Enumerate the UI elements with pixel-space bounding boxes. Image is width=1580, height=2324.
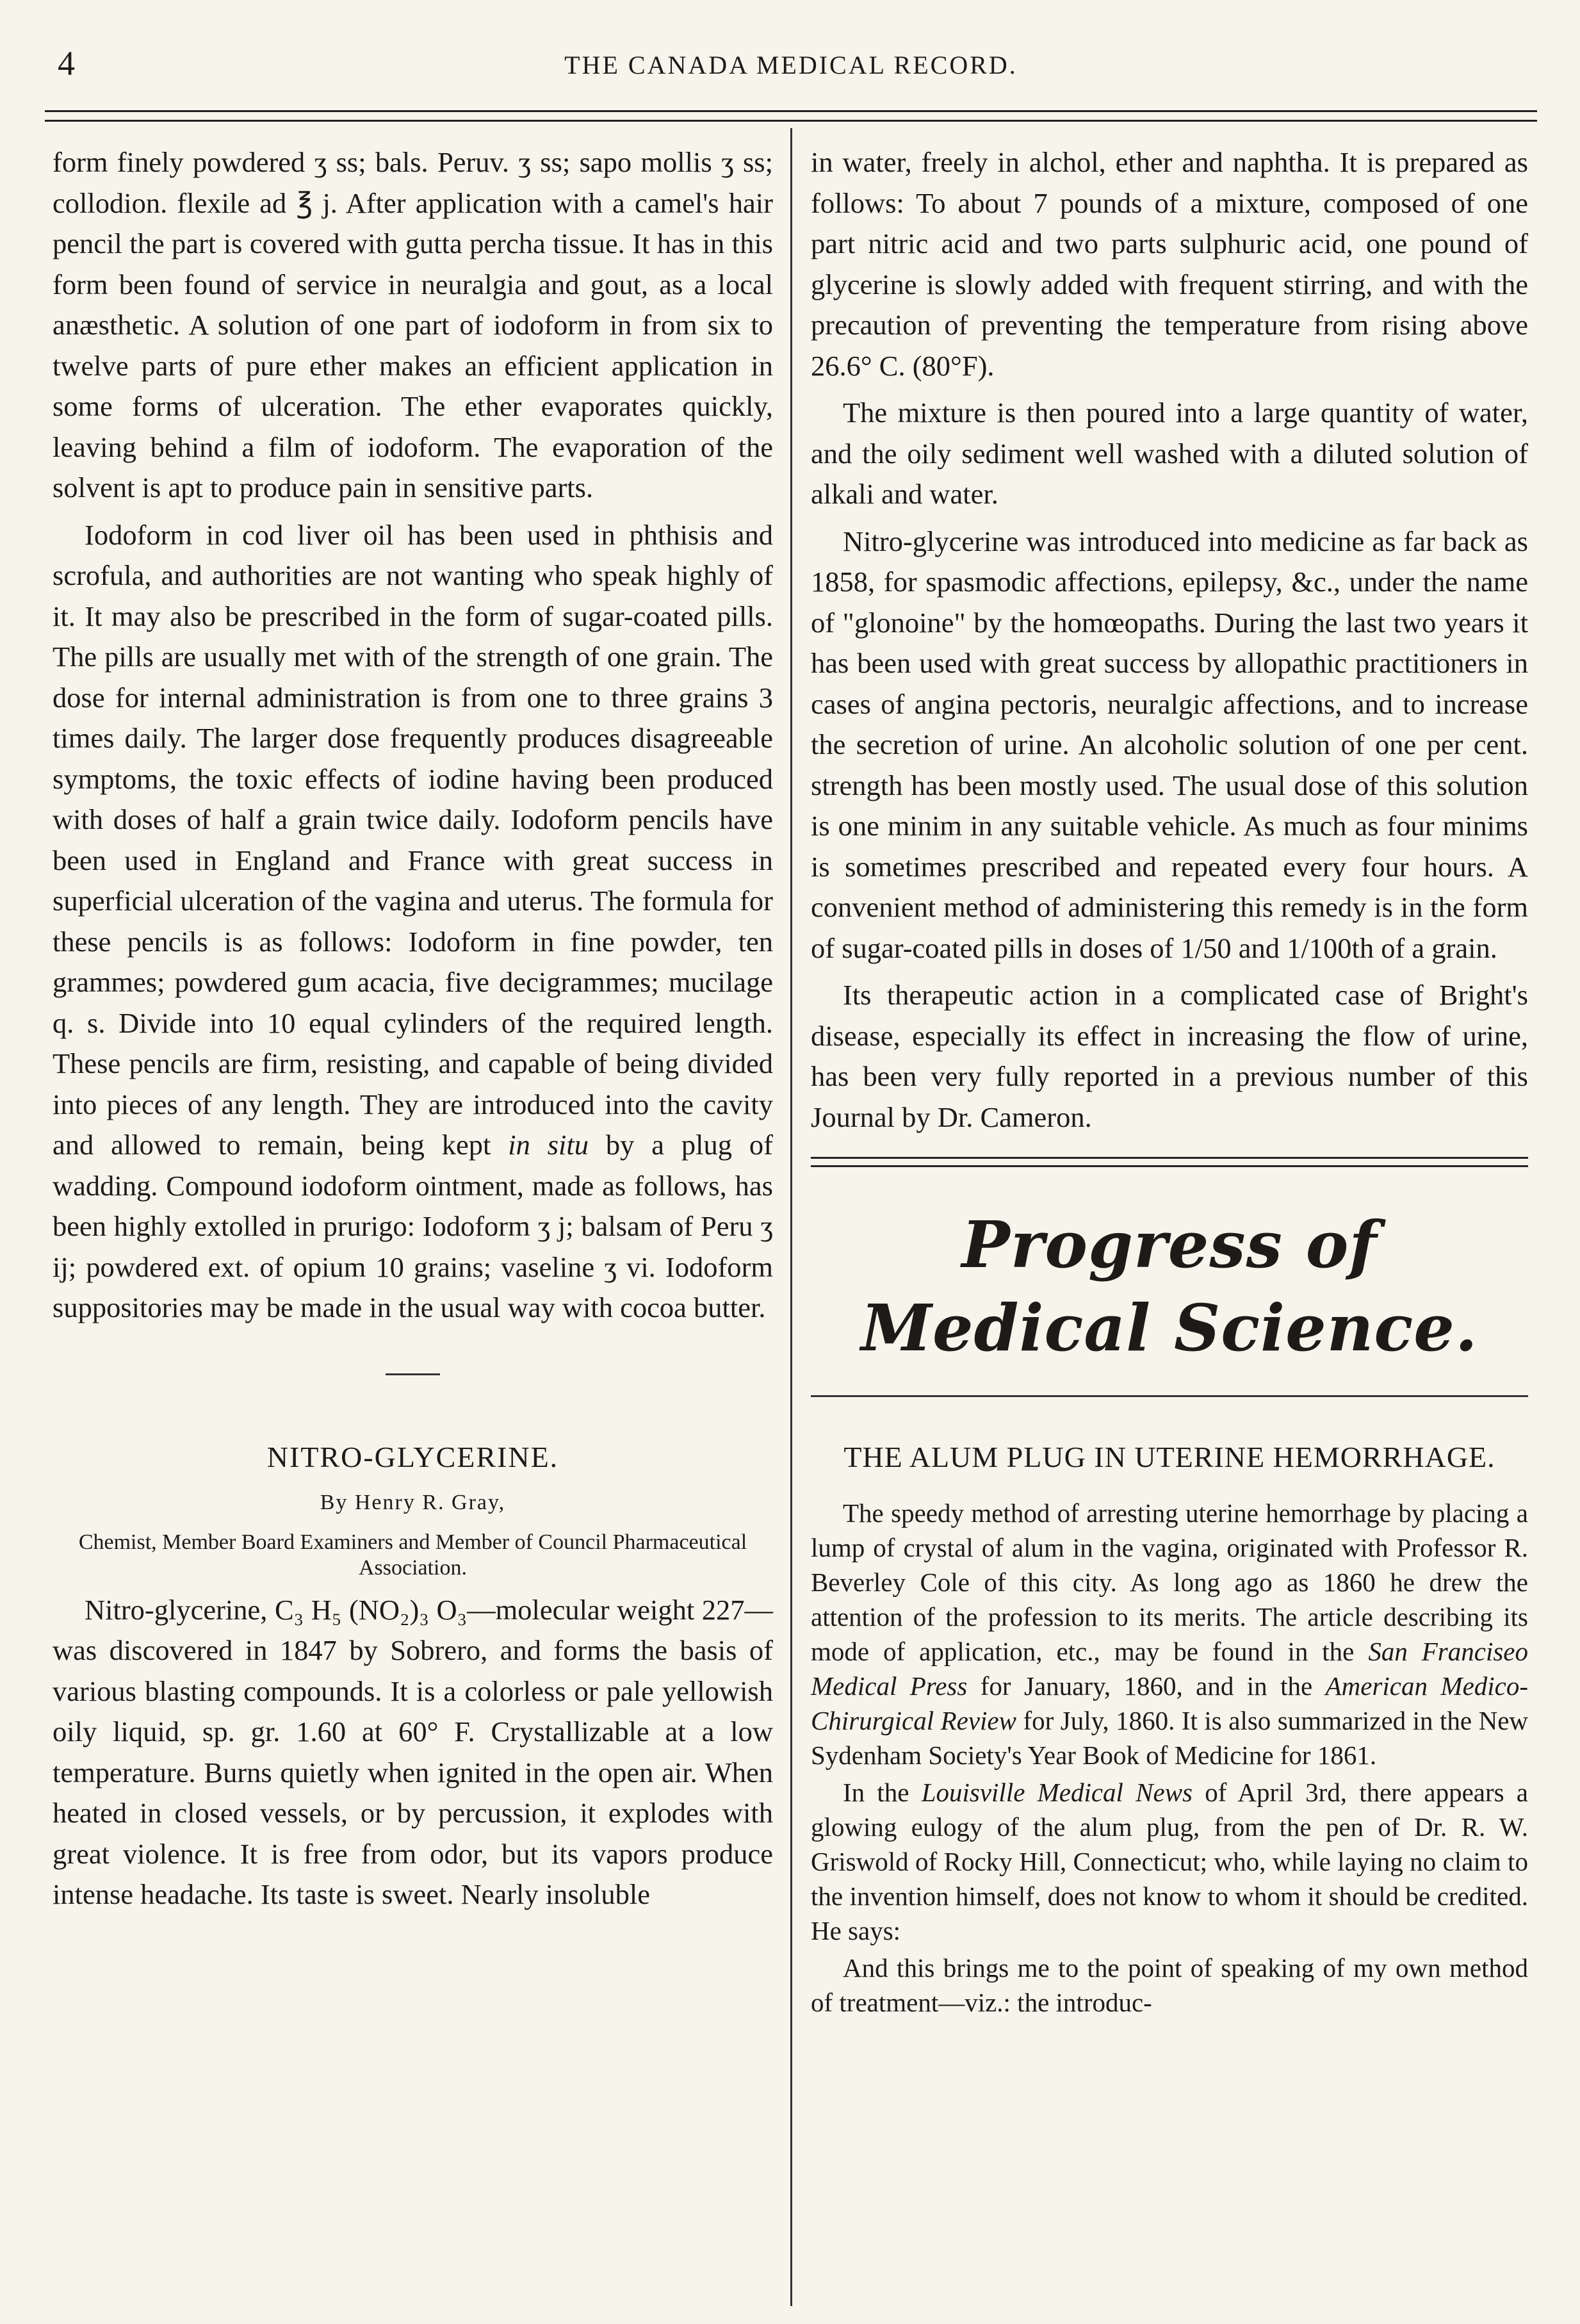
journal-name: San Franciseo Medical Press [811,1637,1529,1701]
author-byline: By Henry R. Gray, [320,1491,506,1514]
paragraph-nitroglycerine-properties: Nitro-glycerine, C₃ H₅ (NO₂)₃ O₃—molecular weight 227—was discovered in 1847 by Sobrero, and forms the basis of various blasting compounds. It is a colorless or pale yellowish oily liquid, sp. gr. 1.60 at 60° F. Crystallizable at a low temperature. Burns quietly when ignited in the open air. When heated in closed vessels, or by percussion, it explodes with great violence. It is free from odor, but its vapors produce intense headache. Its taste is sweet. Nearly insoluble [53,1593,773,1910]
article-title: THE ALUM PLUG IN UTERINE HEMORRHAGE. [843,1441,1495,1473]
paragraph-text: The speedy method of arresting uterine hemorrhage by placing a lump of crystal of alum in the vagina, originated with Professor R. Beverley Cole of this city. As long ago as 1860 he drew the attention of the profession to its merits. The article describing its mode of application, etc., may be found in the [811,1498,1528,1666]
banner-rule [811,1395,1528,1397]
paragraph-text: for January, 1860, and in the [980,1671,1313,1701]
paragraph-medical-use: Nitro-glycerine was introduced into medicine as far back as 1858, for spasmodic affections, epilepsy, &c., under the name of "glonoine" by the homœopaths. During the last two years it has been used with great success by allopathic practitioners in cases of angina pectoris, neuralgic affections, and to increase the secretion of urine. An alcoholic solution of one per cent. strength has been mostly used. The usual dose of this solution is one minim in any suitable vehicle. As much as four minims is sometimes prescribed and repeated every four hours. A convenient method of administering this remedy is in the form of sugar-coated pills in doses of 1/50 and 1/100th of a grain. [811,525,1528,964]
paragraph-text: Iodoform in cod liver oil has been used in phthisis and scrofula, and authorities are not wanting who speak highly of it. It may also be prescribed in the form of sugar-coated pills. The pills are usually met with of the strength of one grain. The dose for internal administration is from one to three grains 3 times daily. The larger dose frequently produces disagreeable symptoms, the toxic effects of iodine having been produced with doses of half a grain twice daily. Iodoform pencils have been used in England and France with great success in superficial ulceration of the vagina and uterus. The formula for these pencils is as follows: Iodoform in fine powder, ten grammes; powdered gum acacia, five decigrammes; mucilage q. s. Divide into 10 equal cylinders of the required length. These pencils are firm, resisting, and capable of being divided into pieces of any length. They are introduced into the cavity and allowed to remain, being kept [53,518,773,1161]
article-body [811,1496,1528,2020]
section-double-rule [811,1157,1528,1167]
page-number: 4 [58,44,75,83]
paragraph-text: of April 3rd, there appears a glowing eulogy of the alum plug, from the pen of Dr. R. W. Griswold of Rocky Hill, Connecticut; who, while laying no claim to the invention himself, does not know to whom it should be credited. He says: [811,1778,1528,1945]
section-title: NITRO-GLYCERINE. [266,1440,559,1473]
header-double-rule [45,110,1537,122]
right-column [811,142,1528,2022]
page-header [45,38,1537,96]
paragraph-iodoform-internal [53,515,773,1329]
journal-name: American Medico-Chirurgical Review [811,1671,1529,1735]
paragraph-louisville [811,1775,1528,1948]
paragraph-mixture: The mixture is then poured into a large quantity of water, and the oily sediment well washed with a diluted solution of alkali and water. [811,397,1528,510]
column-divider [790,128,792,2306]
paragraph-text: for July, 1860. It is also summarized in the New Sydenham Society's Year Book of Medicine for 1861. [811,1706,1528,1770]
running-title: THE CANADA MEDICAL RECORD. [564,51,1018,79]
section-banner: Progress of Medical Science. [861,1207,1478,1366]
paragraph-alum-origin [811,1496,1528,1772]
paragraph-text: by a plug of wadding. Compound iodoform ointment, made as follows, has been highly extolled in prurigo: Iodoform ʒ j; balsam of Peru ʒ ij; powdered ext. of opium 10 grains; vaseline ʒ vi. Iodoform suppositories may be made in the usual way with cocoa butter. [53,1129,773,1323]
paragraph-text: In the [843,1778,909,1807]
paragraph-iodoform-application: form finely powdered ʒ ss; bals. Peruv. ʒ ss; sapo mollis ʒ ss; collodion. flexile ad ℥ j. After application with a camel's hair pencil the part is covered with gutta percha tissue. It has in this form been found of service in neuralgia and gout, as a local anæsthetic. A solution of one part of iodoform in from six to twelve parts of pure ether makes an efficient application in some forms of ulceration. The ether evaporates quickly, leaving behind a film of iodoform. The evaporation of the solvent is apt to produce pain in sensitive parts. [53,146,773,503]
section-separator [386,1373,440,1375]
paragraph-preparation: in water, freely in alchol, ether and naphtha. It is prepared as follows: To about 7 pounds of a mixture, composed of one part nitric acid and two parts sulphuric acid, one pound of glycerine is slowly added with frequent stirring, and with the precaution of preventing the temperature from rising above 26.6° C. (80°F). [811,146,1528,382]
paragraph-therapeutic-action: Its therapeutic action in a complicated case of Bright's disease, especially its effect in increasing the flow of urine, has been very fully reported in a previous number of this Journal by Dr. Cameron. [811,979,1528,1133]
author-affiliation: Chemist, Member Board Examiners and Member of Council Pharmaceutical Association. [78,1530,747,1580]
journal-name: Louisville Medical News [921,1778,1193,1807]
italic-phrase: in situ [508,1129,589,1161]
paragraph-quote: And this brings me to the point of speaking of my own method of treatment—viz.: the introduc- [811,1953,1528,2017]
left-column [53,142,773,1922]
